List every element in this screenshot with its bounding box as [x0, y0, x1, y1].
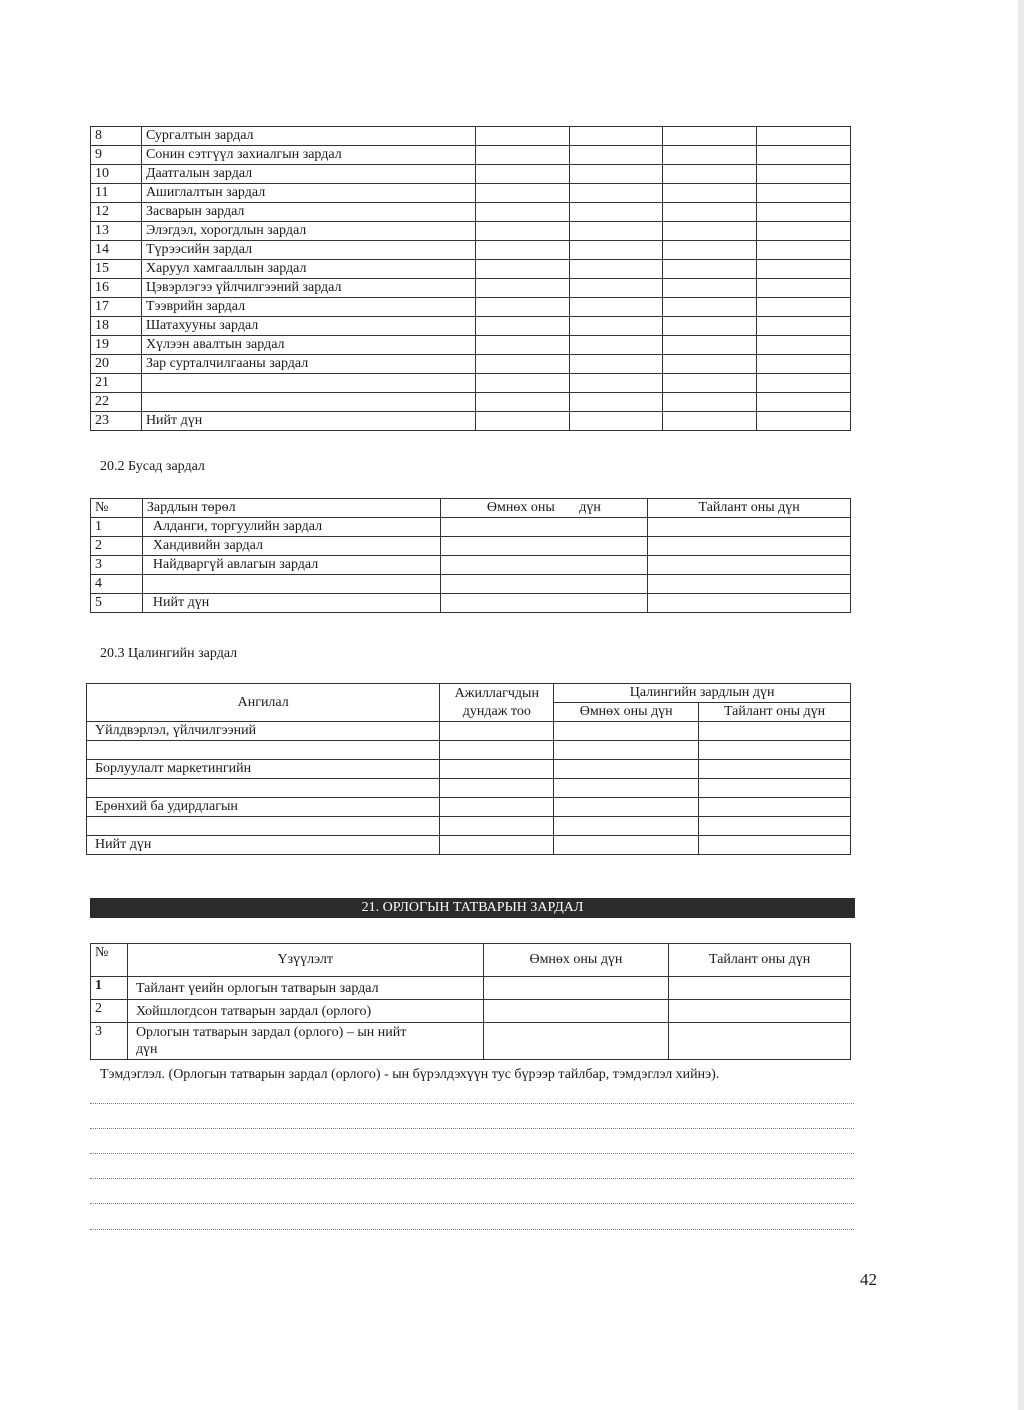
header-current: Тайлант оны дүн	[669, 944, 851, 977]
value-cell[interactable]	[663, 374, 757, 393]
value-cell[interactable]	[663, 317, 757, 336]
row-num: 17	[91, 298, 142, 317]
value-cell[interactable]	[483, 1000, 669, 1023]
row-category	[87, 779, 440, 798]
row-num: 8	[91, 127, 142, 146]
value-cell[interactable]	[569, 355, 663, 374]
row-name: Сургалтын зардал	[141, 127, 475, 146]
header-category: Ангилал	[87, 684, 440, 722]
table-row	[91, 165, 851, 184]
value-cell[interactable]	[757, 184, 851, 203]
table-row	[91, 393, 851, 412]
header-num: №	[91, 499, 143, 518]
table-row	[87, 798, 851, 817]
table-row	[91, 556, 851, 575]
value-cell[interactable]	[569, 279, 663, 298]
row-name	[141, 374, 475, 393]
table-row	[91, 412, 851, 431]
value-cell[interactable]	[569, 336, 663, 355]
row-name: Шатахууны зардал	[141, 317, 475, 336]
value-cell[interactable]	[475, 298, 569, 317]
row-category: Ерөнхий ба удирдлагын	[87, 798, 440, 817]
value-cell[interactable]	[663, 165, 757, 184]
row-num: 15	[91, 260, 142, 279]
value-cell[interactable]	[757, 146, 851, 165]
table-row	[91, 518, 851, 537]
row-num: 23	[91, 412, 142, 431]
value-cell[interactable]	[483, 977, 669, 1000]
table-row	[91, 184, 851, 203]
note-line-3	[90, 1153, 854, 1154]
value-cell[interactable]	[663, 298, 757, 317]
value-cell[interactable]	[475, 336, 569, 355]
value-cell[interactable]	[648, 575, 851, 594]
value-cell[interactable]	[757, 355, 851, 374]
table-row	[87, 817, 851, 836]
header-prev: Өмнөх оны дүн	[554, 703, 699, 722]
value-cell[interactable]	[440, 575, 648, 594]
value-cell[interactable]	[569, 412, 663, 431]
table-row	[91, 241, 851, 260]
row-name: Зар сурталчилгааны зардал	[141, 355, 475, 374]
other-expense-table	[90, 498, 851, 613]
value-cell[interactable]	[569, 241, 663, 260]
value-cell[interactable]	[669, 1000, 851, 1023]
value-cell[interactable]	[669, 977, 851, 1000]
row-num: 2	[91, 1000, 128, 1023]
value-cell[interactable]	[699, 760, 851, 779]
value-cell[interactable]	[475, 317, 569, 336]
value-cell[interactable]	[569, 260, 663, 279]
row-indicator-line1: Хойшлогдсон татварын зардал (орлого)	[135, 1003, 372, 1019]
value-cell[interactable]	[699, 779, 851, 798]
value-cell[interactable]	[569, 298, 663, 317]
salary-table	[86, 683, 851, 855]
value-cell[interactable]	[699, 741, 851, 760]
value-cell[interactable]	[440, 836, 554, 855]
table-row	[91, 977, 851, 1000]
value-cell[interactable]	[483, 1023, 669, 1060]
row-name: Хүлээн авалтын зардал	[141, 336, 475, 355]
header-row	[91, 499, 851, 518]
value-cell[interactable]	[475, 241, 569, 260]
header-employees	[440, 684, 554, 722]
value-cell[interactable]	[440, 760, 554, 779]
row-name	[141, 393, 475, 412]
value-cell[interactable]	[757, 412, 851, 431]
value-cell[interactable]	[475, 222, 569, 241]
note-line-6	[90, 1229, 854, 1230]
value-cell[interactable]	[475, 374, 569, 393]
value-cell[interactable]	[440, 518, 648, 537]
value-cell[interactable]	[757, 127, 851, 146]
value-cell[interactable]	[554, 817, 699, 836]
value-cell[interactable]	[669, 1023, 851, 1060]
value-cell[interactable]	[663, 412, 757, 431]
value-cell[interactable]	[757, 241, 851, 260]
row-category: Үйлдвэрлэл, үйлчилгээний	[87, 722, 440, 741]
value-cell[interactable]	[663, 203, 757, 222]
table-row	[91, 537, 851, 556]
row-num: 10	[91, 165, 142, 184]
row-category	[87, 817, 440, 836]
value-cell[interactable]	[699, 798, 851, 817]
header-row	[91, 944, 851, 977]
row-num: 5	[91, 594, 143, 613]
value-cell[interactable]	[475, 393, 569, 412]
value-cell[interactable]	[440, 556, 648, 575]
value-cell[interactable]	[440, 817, 554, 836]
value-cell[interactable]	[554, 722, 699, 741]
row-indicator-line1: Тайлант үеийн орлогын татварын зардал	[135, 980, 379, 996]
value-cell[interactable]	[440, 798, 554, 817]
row-name: Засварын зардал	[141, 203, 475, 222]
value-cell[interactable]	[475, 279, 569, 298]
value-cell[interactable]	[699, 722, 851, 741]
value-cell[interactable]	[569, 203, 663, 222]
note-line-2	[90, 1128, 854, 1129]
table-row	[87, 836, 851, 855]
value-cell[interactable]	[757, 317, 851, 336]
table-row	[91, 222, 851, 241]
row-num: 14	[91, 241, 142, 260]
value-cell[interactable]	[475, 165, 569, 184]
row-indicator-line1: Орлогын татварын зардал (орлого) – ын нийт	[135, 1025, 407, 1040]
header-employees-line1: Ажиллагчдын	[454, 685, 539, 701]
row-indicator	[127, 1023, 483, 1060]
value-cell[interactable]	[663, 184, 757, 203]
table-row	[91, 594, 851, 613]
row-num: 3	[91, 1023, 128, 1060]
header-prev: Өмнөх оны дүн	[483, 944, 669, 977]
value-cell[interactable]	[569, 393, 663, 412]
value-cell[interactable]	[440, 537, 648, 556]
table-row	[91, 298, 851, 317]
value-cell[interactable]	[475, 355, 569, 374]
note-line-4	[90, 1178, 854, 1179]
row-num: 19	[91, 336, 142, 355]
value-cell[interactable]	[757, 203, 851, 222]
table-row	[91, 1023, 851, 1060]
value-cell[interactable]	[475, 260, 569, 279]
value-cell[interactable]	[663, 241, 757, 260]
row-num: 3	[91, 556, 143, 575]
table-row	[91, 336, 851, 355]
value-cell[interactable]	[440, 779, 554, 798]
value-cell[interactable]	[663, 336, 757, 355]
value-cell[interactable]	[757, 393, 851, 412]
value-cell[interactable]	[757, 298, 851, 317]
value-cell[interactable]	[554, 779, 699, 798]
row-name: Хандивийн зардал	[142, 537, 440, 556]
value-cell[interactable]	[757, 222, 851, 241]
page-number: 42	[860, 1270, 877, 1289]
row-num: 21	[91, 374, 142, 393]
table-row	[91, 355, 851, 374]
row-name: Даатгалын зардал	[141, 165, 475, 184]
row-num: 16	[91, 279, 142, 298]
value-cell[interactable]	[663, 393, 757, 412]
section-20-2-title: 20.2 Бусад зардал	[100, 459, 205, 474]
value-cell[interactable]	[569, 127, 663, 146]
table-row	[91, 317, 851, 336]
row-indicator	[127, 1000, 483, 1023]
row-indicator-line2: дүн	[135, 1042, 158, 1057]
value-cell[interactable]	[757, 279, 851, 298]
header-num: №	[91, 944, 128, 977]
value-cell[interactable]	[757, 260, 851, 279]
row-category: Нийт дүн	[87, 836, 440, 855]
table-row	[91, 1000, 851, 1023]
value-cell[interactable]	[569, 222, 663, 241]
header-indicator: Үзүүлэлт	[127, 944, 483, 977]
value-cell[interactable]	[663, 127, 757, 146]
header-prev: Өмнөх оны дүн	[440, 499, 648, 518]
value-cell[interactable]	[554, 836, 699, 855]
row-num: 4	[91, 575, 143, 594]
value-cell[interactable]	[757, 336, 851, 355]
table-row	[87, 722, 851, 741]
row-indicator	[127, 977, 483, 1000]
table-row	[91, 279, 851, 298]
row-num: 18	[91, 317, 142, 336]
row-name: Алданги, торгуулийн зардал	[142, 518, 440, 537]
row-name: Найдваргүй авлагын зардал	[142, 556, 440, 575]
table-row	[91, 127, 851, 146]
row-name: Харуул хамгааллын зардал	[141, 260, 475, 279]
value-cell[interactable]	[440, 722, 554, 741]
table-row	[91, 260, 851, 279]
header-current: Тайлант оны дүн	[699, 703, 851, 722]
value-cell[interactable]	[699, 836, 851, 855]
section-20-3-title: 20.3 Цалингийн зардал	[100, 646, 238, 661]
value-cell[interactable]	[699, 817, 851, 836]
value-cell[interactable]	[475, 203, 569, 222]
header-current: Тайлант оны дүн	[648, 499, 851, 518]
value-cell[interactable]	[569, 317, 663, 336]
row-num: 1	[91, 977, 128, 1000]
row-num: 12	[91, 203, 142, 222]
row-num: 11	[91, 184, 142, 203]
row-category	[87, 741, 440, 760]
value-cell[interactable]	[663, 260, 757, 279]
row-num: 2	[91, 537, 143, 556]
value-cell[interactable]	[757, 165, 851, 184]
row-num: 20	[91, 355, 142, 374]
row-name	[142, 575, 440, 594]
table-row	[87, 760, 851, 779]
table-row	[91, 575, 851, 594]
value-cell[interactable]	[663, 355, 757, 374]
value-cell[interactable]	[475, 127, 569, 146]
value-cell[interactable]	[757, 374, 851, 393]
header-salary-total: Цалингийн зардлын дүн	[554, 684, 851, 703]
value-cell[interactable]	[440, 741, 554, 760]
value-cell[interactable]	[648, 556, 851, 575]
value-cell[interactable]	[648, 594, 851, 613]
value-cell[interactable]	[663, 146, 757, 165]
value-cell[interactable]	[554, 741, 699, 760]
value-cell[interactable]	[569, 146, 663, 165]
value-cell[interactable]	[440, 594, 648, 613]
row-name: Цэвэрлэгээ үйлчилгээний зардал	[141, 279, 475, 298]
note-line-5	[90, 1203, 854, 1204]
value-cell[interactable]	[663, 279, 757, 298]
header-row	[87, 684, 851, 703]
expense-table	[90, 126, 851, 431]
table-row	[91, 374, 851, 393]
value-cell[interactable]	[569, 374, 663, 393]
row-num: 13	[91, 222, 142, 241]
row-name: Нийт дүн	[142, 594, 440, 613]
value-cell[interactable]	[569, 184, 663, 203]
scan-edge	[1018, 0, 1024, 1410]
value-cell[interactable]	[648, 518, 851, 537]
value-cell[interactable]	[554, 760, 699, 779]
value-cell[interactable]	[475, 184, 569, 203]
note-line-1	[90, 1103, 854, 1104]
row-name: Нийт дүн	[141, 412, 475, 431]
table-row	[91, 146, 851, 165]
row-category: Борлуулалт маркетингийн	[87, 760, 440, 779]
row-num: 22	[91, 393, 142, 412]
row-name: Ашиглалтын зардал	[141, 184, 475, 203]
value-cell[interactable]	[554, 798, 699, 817]
income-tax-table	[90, 943, 851, 1060]
row-name: Сонин сэтгүүл захиалгын зардал	[141, 146, 475, 165]
row-num: 9	[91, 146, 142, 165]
value-cell[interactable]	[663, 222, 757, 241]
section-21-title: 21. ОРЛОГЫН ТАТВАРЫН ЗАРДАЛ	[90, 898, 855, 918]
header-employees-line2: дундаж тоо	[462, 703, 531, 719]
note-text: Тэмдэглэл. (Орлогын татварын зардал (орлого) - ын бүрэлдэхүүн тус бүрээр тайлбар, тэмдэглэл хийнэ).	[100, 1067, 720, 1082]
table-row	[87, 741, 851, 760]
row-name: Элэгдэл, хорогдлын зардал	[141, 222, 475, 241]
value-cell[interactable]	[648, 537, 851, 556]
header-type: Зардлын төрөл	[142, 499, 440, 518]
table-row	[87, 779, 851, 798]
value-cell[interactable]	[475, 412, 569, 431]
row-name: Тээврийн зардал	[141, 298, 475, 317]
value-cell[interactable]	[475, 146, 569, 165]
row-name: Түрээсийн зардал	[141, 241, 475, 260]
value-cell[interactable]	[569, 165, 663, 184]
table-row	[91, 203, 851, 222]
row-num: 1	[91, 518, 143, 537]
